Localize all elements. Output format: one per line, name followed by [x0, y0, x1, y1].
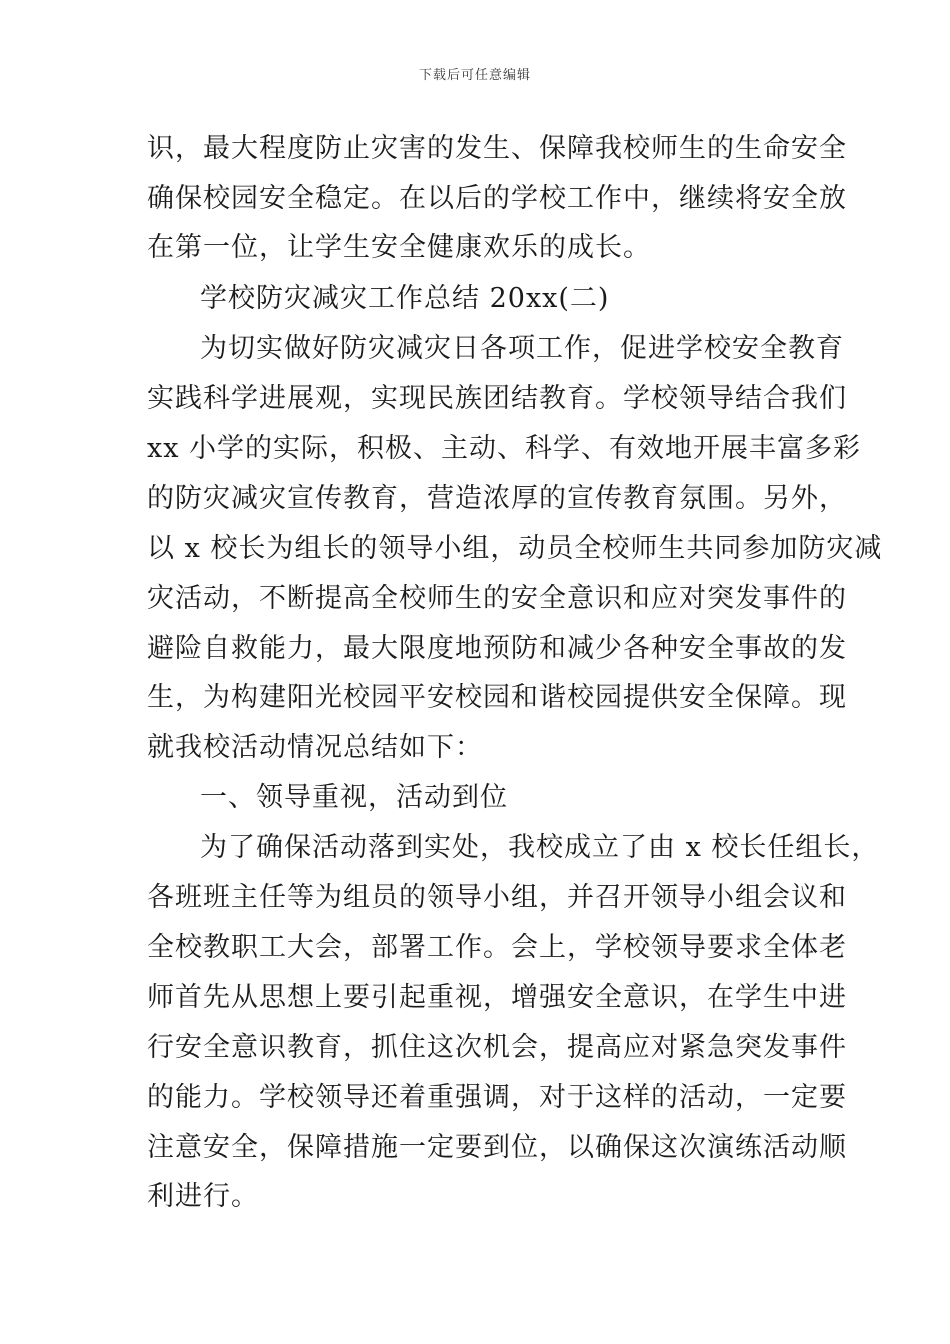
body-line: 实践科学进展观，实现民族团结教育。学校领导结合我们 [147, 383, 847, 414]
section-heading: 一、领导重视，活动到位 [200, 782, 508, 813]
section-title: 学校防灾减灾工作总结 20xx(二) [200, 283, 610, 314]
body-line: 生，为构建阳光校园平安校园和谐校园提供安全保障。现 [147, 682, 847, 713]
body-line: 避险自救能力，最大限度地预防和减少各种安全事故的发 [147, 633, 847, 664]
body-line: 注意安全，保障措施一定要到位，以确保这次演练活动顺 [147, 1132, 847, 1163]
body-line: 以 x 校长为组长的领导小组，动员全校师生共同参加防灾减 [147, 533, 883, 564]
body-line: xx 小学的实际，积极、主动、科学、有效地开展丰富多彩 [147, 433, 862, 464]
body-line: 就我校活动情况总结如下： [147, 732, 483, 763]
body-line: 为切实做好防灾减灾日各项工作，促进学校安全教育 [200, 333, 844, 364]
body-line: 行安全意识教育，抓住这次机会，提高应对紧急突发事件 [147, 1032, 847, 1063]
body-line: 利进行。 [147, 1181, 259, 1212]
body-line: 为了确保活动落到实处，我校成立了由 x 校长任组长， [200, 832, 880, 863]
page-header: 下载后可任意编辑 [418, 68, 531, 83]
body-line: 的能力。学校领导还着重强调，对于这样的活动，一定要 [147, 1082, 847, 1113]
body-line: 师首先从思想上要引起重视，增强安全意识，在学生中进 [147, 982, 847, 1013]
body-line: 的防灾减灾宣传教育，营造浓厚的宣传教育氛围。另外， [147, 483, 847, 514]
body-line: 确保校园安全稳定。在以后的学校工作中，继续将安全放 [147, 183, 847, 214]
body-line: 识，最大程度防止灾害的发生、保障我校师生的生命安全 [147, 133, 847, 164]
body-line: 灾活动，不断提高全校师生的安全意识和应对突发事件的 [147, 583, 847, 614]
body-line: 各班班主任等为组员的领导小组，并召开领导小组会议和 [147, 882, 847, 913]
body-line: 全校教职工大会，部署工作。会上，学校领导要求全体老 [147, 932, 847, 963]
body-line: 在第一位，让学生安全健康欢乐的成长。 [147, 232, 651, 263]
